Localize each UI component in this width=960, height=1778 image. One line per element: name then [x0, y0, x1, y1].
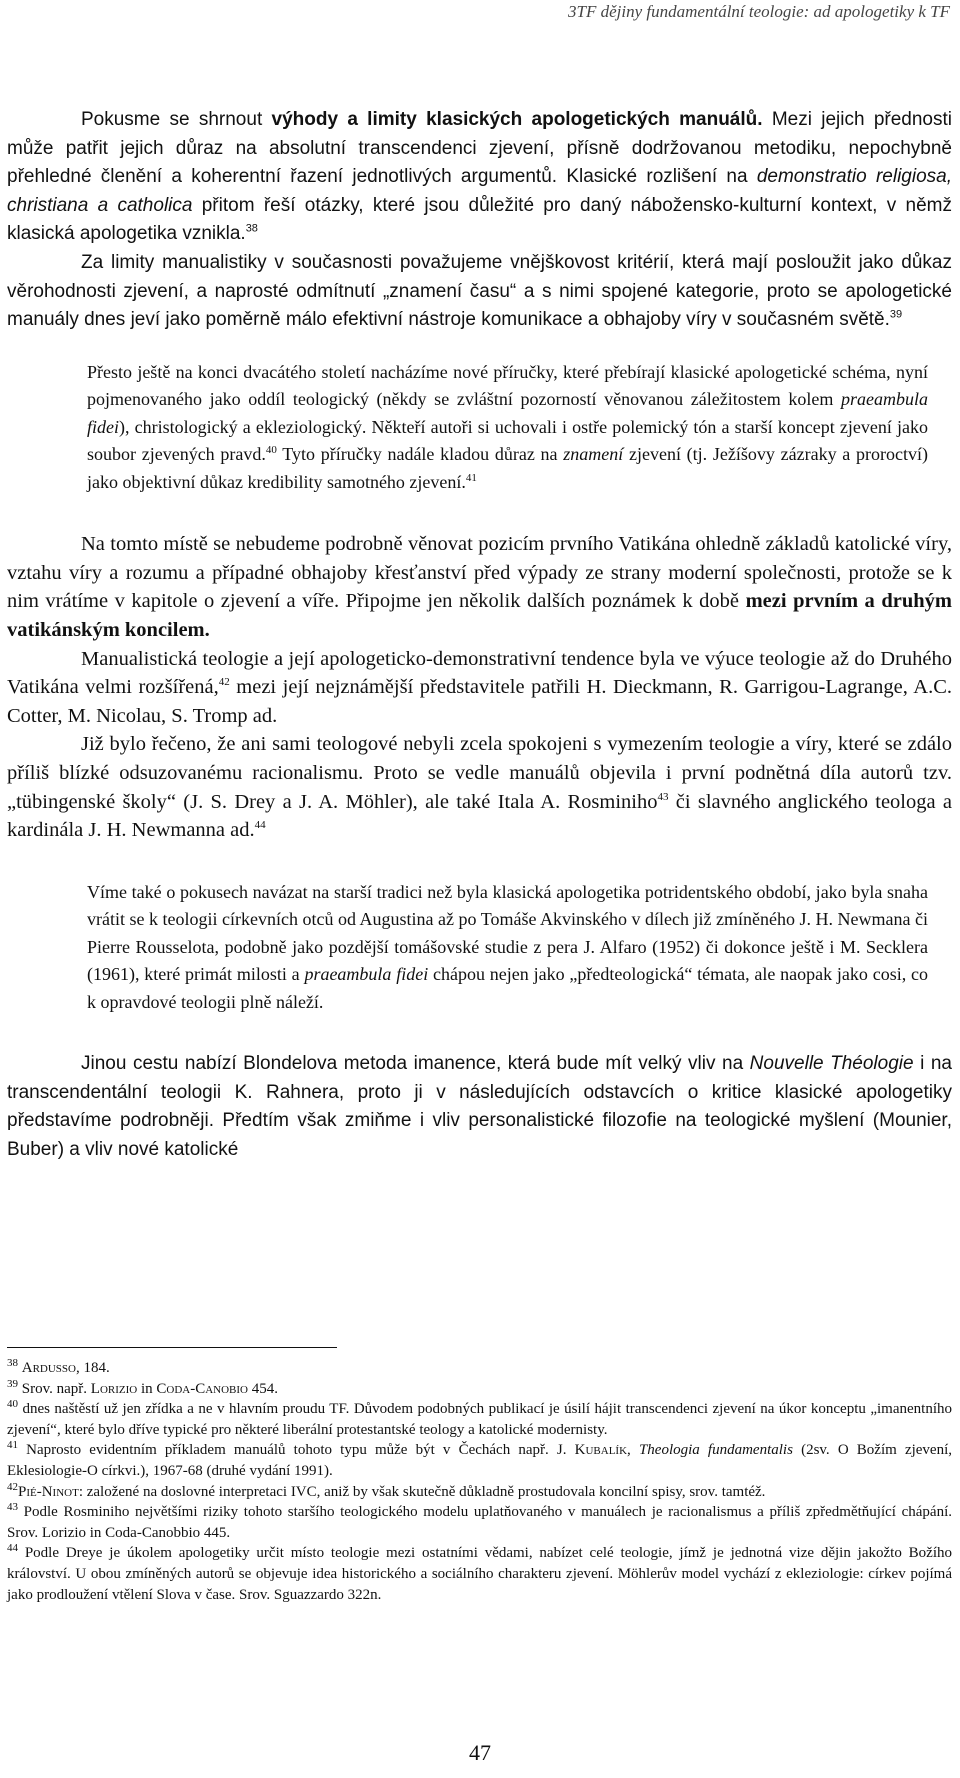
footnote-number: 41: [7, 1439, 18, 1452]
footnote-ref-39[interactable]: 39: [889, 308, 903, 321]
text-run: dnes naštěstí už jen zřídka a ne v hlavním proudu TF. Důvodem podobných publikací je úsilí hájit transcendenci zjevení na úkor konceptu „imanentního zjevení“, které bylo dříve typické pro některé liberální protestantské teology a katolické modernisty.: [7, 1401, 952, 1438]
paragraph-tubingen-school: [7, 730, 952, 844]
footnote-number: 42: [7, 1480, 18, 1493]
footnote-39: [7, 1379, 952, 1400]
footnote-number: 43: [7, 1501, 18, 1514]
footnote-separator: [7, 1347, 337, 1348]
footnote-40: [7, 1399, 952, 1440]
text-run: Již bylo řečeno, že ani sami teologové nebyli zcela spokojeni s vymezením teologie a víry, které se zdálo příliš blízké odsuzovanému racionalismu. Proto se vedle manuálů objevila i první podnětná díla autorů tzv. „tübingenské školy“ (J. S. Drey a J. A. Möhler), ale také Itala A. Rosminiho: [7, 733, 952, 813]
text-run: Podle Dreye je úkolem apologetiky určit místo teologie mezi ostatními vědami, nabízet celé teologie, jímž je jednotná vize dějin jakožto Božího království. U obou zmíněných autorů se objevuje idea historického a sociálního charakteru zjevení. Möhlerův model vychází z ekleziologie: církev pojímá jako prodloužení vtělení Slova v čase. Srov. Sguazzardo 322n.: [7, 1545, 952, 1603]
indented-block-older-tradition: [87, 879, 928, 1017]
paragraph-blondel-immanence: [7, 1050, 952, 1164]
text-run: zjevení (tj. Ježíšovy zázraky a proroctví) jako objektivní důkaz kredibility samotného zjevení.: [87, 444, 928, 492]
text-run: 454.: [248, 1380, 279, 1397]
text-run: Víme také o pokusech navázat na starší tradici než byla klasická apologetika potridentského období, jako byla snaha vrátit se k teologii církevních otců od Augustina až po Tomáše Akvinského v dílech již zmíněného J. H. Newmana či Pierre Rousselota, podobně jako pozdější tomášovské studie z pera J. Alfaro (1952) či dokonce ještě i M. Secklera (1961), které primát milosti a: [87, 881, 928, 985]
running-head: 3TF dějiny fundamentální teologie: ad apologetiky k TF: [568, 2, 950, 21]
paragraph-manualistic-theology: [7, 645, 952, 731]
page-number: 47: [469, 1740, 491, 1765]
text-run: ,: [627, 1442, 639, 1459]
footnote-number: 44: [7, 1542, 18, 1555]
footnote-ref-40[interactable]: 40: [265, 444, 277, 457]
italic-phrase: praeambula fidei: [87, 389, 928, 437]
footnote-number: 40: [7, 1398, 18, 1411]
text-run: in: [137, 1380, 157, 1397]
text-run: chápou nejen jako „předteologická“ témata, ale naopak jako cosi, co k opravdové teologii plně náleží.: [87, 964, 928, 1012]
text-run: i na transcendentální teologii K. Rahnera, proto ji v následujících odstavcích o kritice klasické apologetiky představíme podrobněji. Předtím však zmiňme i vliv personalistické filozofie na teologické myšlení (Mounier, Buber) a vliv nové katolické: [7, 1053, 952, 1161]
italic-phrase: demonstratio religiosa, christiana a catholica: [7, 166, 952, 216]
footnote-41: [7, 1440, 952, 1481]
bold-phrase: mezi prvním a druhým vatikánským koncilem.: [7, 590, 952, 642]
text-run: Přesto ještě na konci dvacátého století nacházíme nové příručky, které přebírají klasické apologetické schéma, nyní pojmenovaného jako oddíl teologický (někdy se zvláštní pozorností věnovanou záležitostem kolem: [87, 361, 928, 410]
text-run: Naprosto evidentním příkladem manuálů tohoto typu může být v Čechách např. J.: [18, 1442, 575, 1459]
footnote-44: [7, 1543, 952, 1605]
italic-phrase: Nouvelle Théologie: [749, 1053, 914, 1075]
text-run: Manualistická teologie a její apologeticko-demonstrativní tendence byla ve výuce teologie až do Druhého Vatikána velmi rozšířená,: [7, 647, 952, 699]
footnote-ref-43[interactable]: 43: [657, 790, 669, 803]
author-name: Coda-Canobio: [156, 1380, 249, 1397]
text-run: , 184.: [76, 1360, 110, 1376]
paragraph-advantages-limits: [7, 106, 952, 249]
italic-phrase: praeambula fidei: [304, 964, 429, 985]
footnote-42: [7, 1482, 952, 1503]
body-text: [7, 106, 952, 1165]
text-run: Na tomto místě se nebudeme podrobně věnovat pozicím prvního Vatikána ohledně základů katolické víry, vztahu víry a rozumu a případné obhajoby křesťanství před výpady ze strany moderní společnosti, protože se k nim vrátíme v kapitole o zjevení a víře. Připojme jen několik dalších poznámek k době: [7, 533, 952, 613]
footnote-number: 38: [7, 1357, 18, 1369]
author-name: Kubalík: [574, 1442, 628, 1459]
footnote-ref-38[interactable]: 38: [245, 223, 258, 236]
text-run: Jinou cestu nabízí Blondelova metoda imanence, která bude mít velký vliv na: [81, 1053, 750, 1075]
italic-phrase: znamení: [563, 444, 624, 465]
footnote-38: [7, 1358, 952, 1379]
text-run: : založené na doslovné interpretaci IVC, aniž by však skutečně důkladně prostudovala koncilní spisy, srov. tamtéž.: [78, 1483, 766, 1500]
indented-block-new-handbooks: [87, 359, 928, 497]
text-run: Srov. např.: [21, 1380, 91, 1397]
text-run: Za limity manualistiky v současnosti považujeme vnějškovost kritérií, která mají posloužit jako důkaz věrohodnosti zjevení, a naprosté odmítnutí „znamení času“ a s nimi spojené kategorie, proto se apologetické manuály dnes jeví jako poměrně málo efektivní nástroje komunikace a obhajoby víry v současném světě.: [7, 251, 952, 331]
paragraph-first-vatican: [7, 530, 952, 644]
text-run: (2sv. O Božím zjevení, Eklesiologie-O církvi.), 1967-68 (druhé vydání 1991).: [7, 1442, 953, 1479]
footnote-ref-42[interactable]: 42: [218, 676, 230, 689]
text-run: přitom řeší otázky, které jsou důležité pro daný nábožensko-kulturní kontext, v němž klasická apologetika vznikla.: [7, 194, 952, 245]
text-run: mezi její nejznámější představitele patřili H. Dieckmann, R. Garrigou-Lagrange, A.C. Cotter, M. Nicolau, S. Tromp ad.: [7, 676, 952, 727]
author-name: Ardusso: [21, 1360, 76, 1376]
author-name: Pié-Ninot: [18, 1483, 79, 1500]
text-run: Tyto příručky nadále kladou důraz na: [276, 444, 564, 465]
text-run: Mezi jejich přednosti může patřit jejich důraz na absolutní transcendenci zjevení, přísně dodržovanou metodiku, nepochybně přehledné členění a koherentní řazení jednotlivých argumentů. Klasické rozlišení na: [7, 109, 952, 188]
footnotes: [7, 1358, 952, 1605]
paragraph-limits-manualistics: [7, 249, 952, 335]
text-run: ), christologický a ekleziologický. Někteří autoři si uchovali i ostře polemický tón a starší koncept zjevení jako soubor zjevených pravd.: [87, 416, 928, 465]
author-name: Lorizio: [90, 1380, 138, 1397]
footnote-ref-41[interactable]: 41: [465, 471, 477, 484]
footnote-number: 39: [7, 1377, 18, 1390]
bold-phrase: výhody a limity klasických apologetických manuálů.: [271, 109, 763, 130]
italic-phrase: Theologia fundamentalis: [638, 1442, 793, 1459]
text-run: Podle Rosminiho největšími riziky tohoto staršího teologického modelu uplatňovaného v manuálech je racionalismus a příliš zpředmětňující chápání. Srov. Lorizio in Coda-Canobbio 445.: [7, 1504, 952, 1541]
footnote-43: [7, 1502, 952, 1543]
text-run: či slavného anglického teologa a kardinála J. H. Newmanna ad.: [7, 790, 952, 842]
text-run: Pokusme se shrnout: [81, 109, 272, 130]
footnote-ref-44[interactable]: 44: [254, 819, 266, 832]
